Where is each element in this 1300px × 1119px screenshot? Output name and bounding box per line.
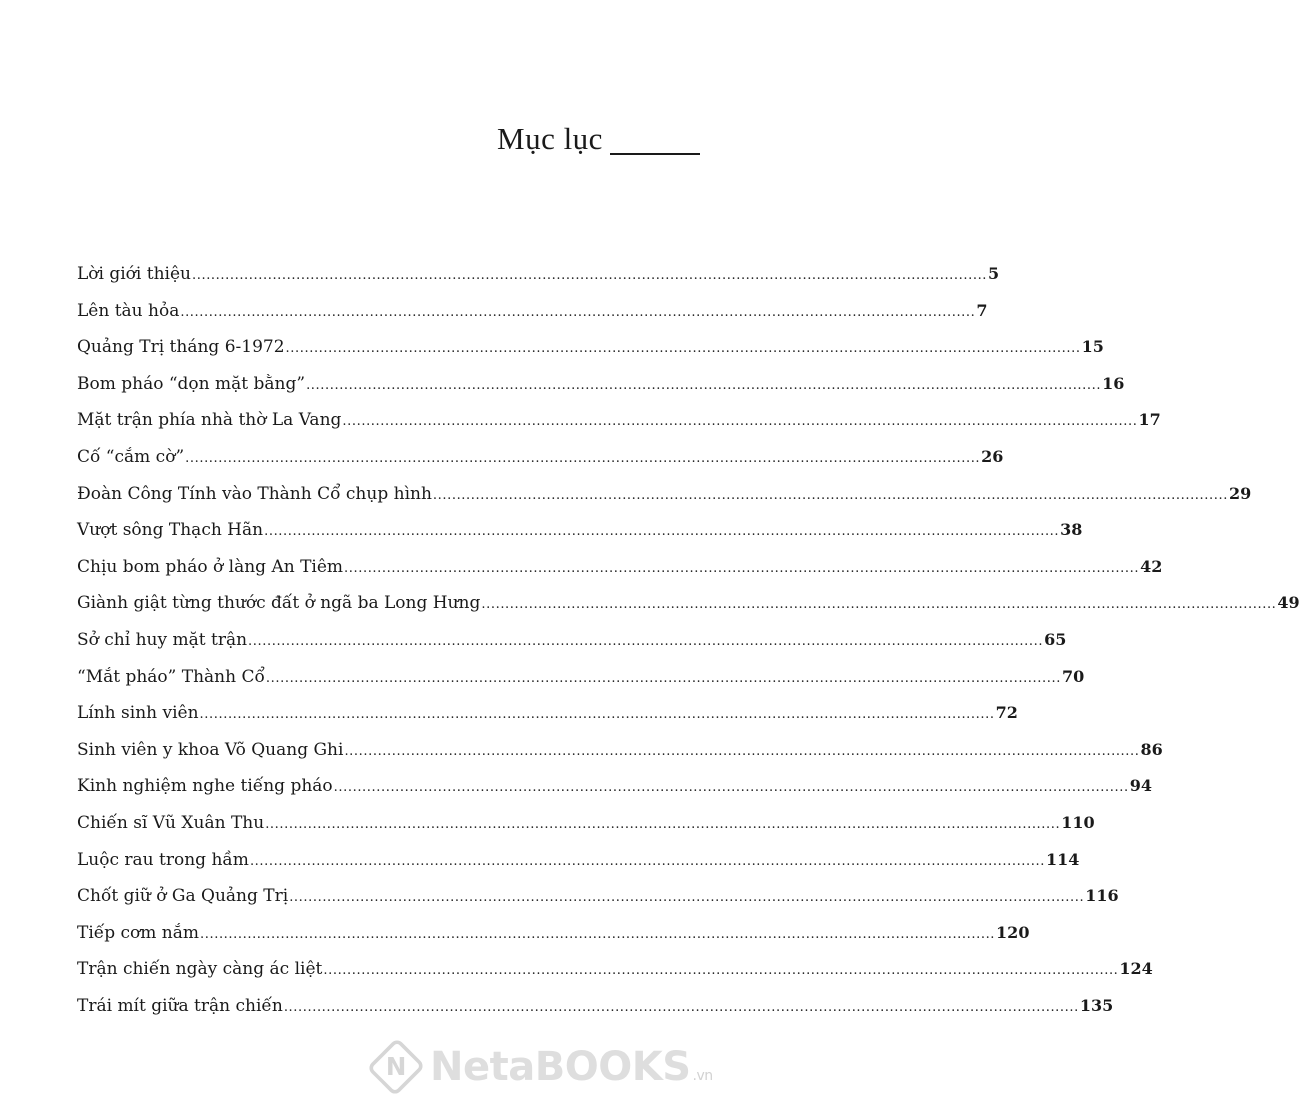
toc-leader-dots: [185, 441, 980, 477]
toc-entry: [77, 878, 1119, 915]
toc-entry: [77, 622, 1067, 659]
toc-leader-dots: [481, 587, 1276, 623]
toc-entry: [77, 659, 1085, 696]
toc-entry-page: 5: [988, 264, 1000, 283]
toc-entry: [77, 585, 1300, 622]
toc-entry: [77, 695, 1018, 732]
toc-entry-title: Tiếp cơm nắm: [77, 922, 200, 943]
toc-leader-dots: [306, 368, 1101, 404]
toc-leader-dots: [264, 514, 1059, 550]
toc-entry-page: 135: [1079, 995, 1114, 1015]
toc-entry-title: Cố “cắm cờ”: [77, 446, 185, 467]
toc-entry-title: Lên tàu hỏa: [77, 300, 180, 321]
toc-entry-page: 70: [1061, 666, 1085, 686]
toc-leader-dots: [289, 880, 1084, 916]
toc-leader-dots: [344, 551, 1139, 587]
toc-entry: [77, 256, 1000, 293]
toc-entry-title: Chiến sĩ Vũ Xuân Thu: [77, 812, 265, 833]
toc-entry-page: 94: [1129, 776, 1152, 796]
toc-entry-title: Luộc rau trong hầm: [77, 849, 249, 870]
toc-entry-page: 72: [995, 703, 1018, 723]
page-heading: [497, 120, 700, 160]
toc-entry-page: 17: [1138, 410, 1161, 430]
toc-entry-page: 120: [996, 922, 1030, 942]
toc-leader-dots: [284, 990, 1079, 1026]
toc-entry-page: 116: [1085, 886, 1119, 906]
toc-entry: [77, 329, 1104, 366]
toc-entry-page: 16: [1102, 373, 1125, 393]
toc-entry-page: 7: [976, 300, 988, 320]
toc-entry-title: Lính sinh viên: [77, 703, 199, 724]
toc-leader-dots: [344, 734, 1139, 770]
toc-leader-dots: [342, 404, 1137, 440]
toc-entry-title: Vượt sông Thạch Hãn: [77, 520, 264, 541]
toc-leader-dots: [433, 478, 1228, 514]
toc-entry-page: 65: [1044, 629, 1067, 649]
toc-entry: [77, 549, 1163, 586]
toc-entry-page: 86: [1140, 739, 1163, 759]
toc-entry-page: 26: [981, 446, 1004, 466]
toc-entry: [77, 732, 1163, 769]
toc-entry: [77, 512, 1083, 549]
title-underline: [610, 153, 700, 155]
toc-entry-title: Kinh nghiệm nghe tiếng pháo: [77, 776, 333, 797]
toc-entry: [77, 951, 1153, 988]
toc-entry-title: Bom pháo “dọn mặt bằng”: [77, 373, 306, 394]
toc-entry-title: Đoàn Công Tính vào Thành Cổ chụp hình: [77, 483, 432, 504]
toc-entry: [77, 915, 1030, 952]
toc-leader-dots: [266, 661, 1061, 697]
watermark-brand: NetaBOOKS: [430, 1044, 691, 1090]
watermark-logo-letter: N: [385, 1052, 407, 1082]
toc-entry-page: 49: [1277, 593, 1300, 613]
toc-entry-title: “Mắt pháo” Thành Cổ: [77, 666, 265, 687]
toc-leader-dots: [248, 624, 1043, 660]
toc-entry-page: 29: [1228, 483, 1252, 503]
toc-entry-title: Quảng Trị tháng 6-1972: [77, 337, 285, 358]
toc-leader-dots: [323, 953, 1118, 989]
watermark-text: [430, 1044, 713, 1090]
toc-entry-title: Trận chiến ngày càng ác liệt: [77, 959, 323, 980]
toc-entry-page: 42: [1140, 556, 1163, 576]
netabooks-logo-icon: [366, 1037, 425, 1096]
toc-leader-dots: [200, 697, 995, 733]
toc-leader-dots: [180, 295, 975, 331]
toc-entry-title: Trái mít giữa trận chiến: [77, 995, 283, 1016]
toc-entry: [77, 476, 1252, 513]
toc-leader-dots: [200, 917, 995, 953]
toc-entry-page: 124: [1119, 959, 1153, 979]
toc-entry-title: Sinh viên y khoa Võ Quang Ghi: [77, 739, 344, 760]
watermark: [368, 1032, 713, 1102]
toc-leader-dots: [265, 807, 1060, 843]
toc-entry: [77, 293, 988, 330]
toc-entry-page: 114: [1045, 849, 1080, 869]
toc-entry-page: 38: [1060, 520, 1083, 540]
toc-entry: [77, 402, 1161, 439]
toc-leader-dots: [286, 331, 1081, 367]
toc-entry-title: Chịu bom pháo ở làng An Tiêm: [77, 556, 344, 577]
toc-entry-page: 110: [1061, 812, 1095, 832]
toc-entry: [77, 366, 1125, 403]
table-of-contents: [77, 256, 1300, 1024]
toc-entry: [77, 988, 1114, 1025]
toc-entry-title: Lời giới thiệu: [77, 264, 191, 284]
toc-entry-page: 15: [1081, 337, 1104, 357]
toc-entry: [77, 842, 1080, 879]
toc-leader-dots: [192, 258, 987, 294]
page-title: Mục lục: [497, 121, 603, 156]
toc-entry-title: Sở chỉ huy mặt trận: [77, 629, 248, 650]
toc-entry: [77, 768, 1152, 805]
watermark-suffix: .vn: [692, 1068, 713, 1084]
toc-entry-title: Chốt giữ ở Ga Quảng Trị: [77, 886, 289, 907]
toc-entry-title: Mặt trận phía nhà thờ La Vang: [77, 410, 342, 431]
toc-leader-dots: [334, 770, 1129, 806]
toc-leader-dots: [250, 844, 1045, 880]
toc-entry: [77, 805, 1095, 842]
toc-entry: [77, 439, 1004, 476]
toc-entry-title: Giành giật từng thước đất ở ngã ba Long Hưng: [77, 593, 481, 614]
